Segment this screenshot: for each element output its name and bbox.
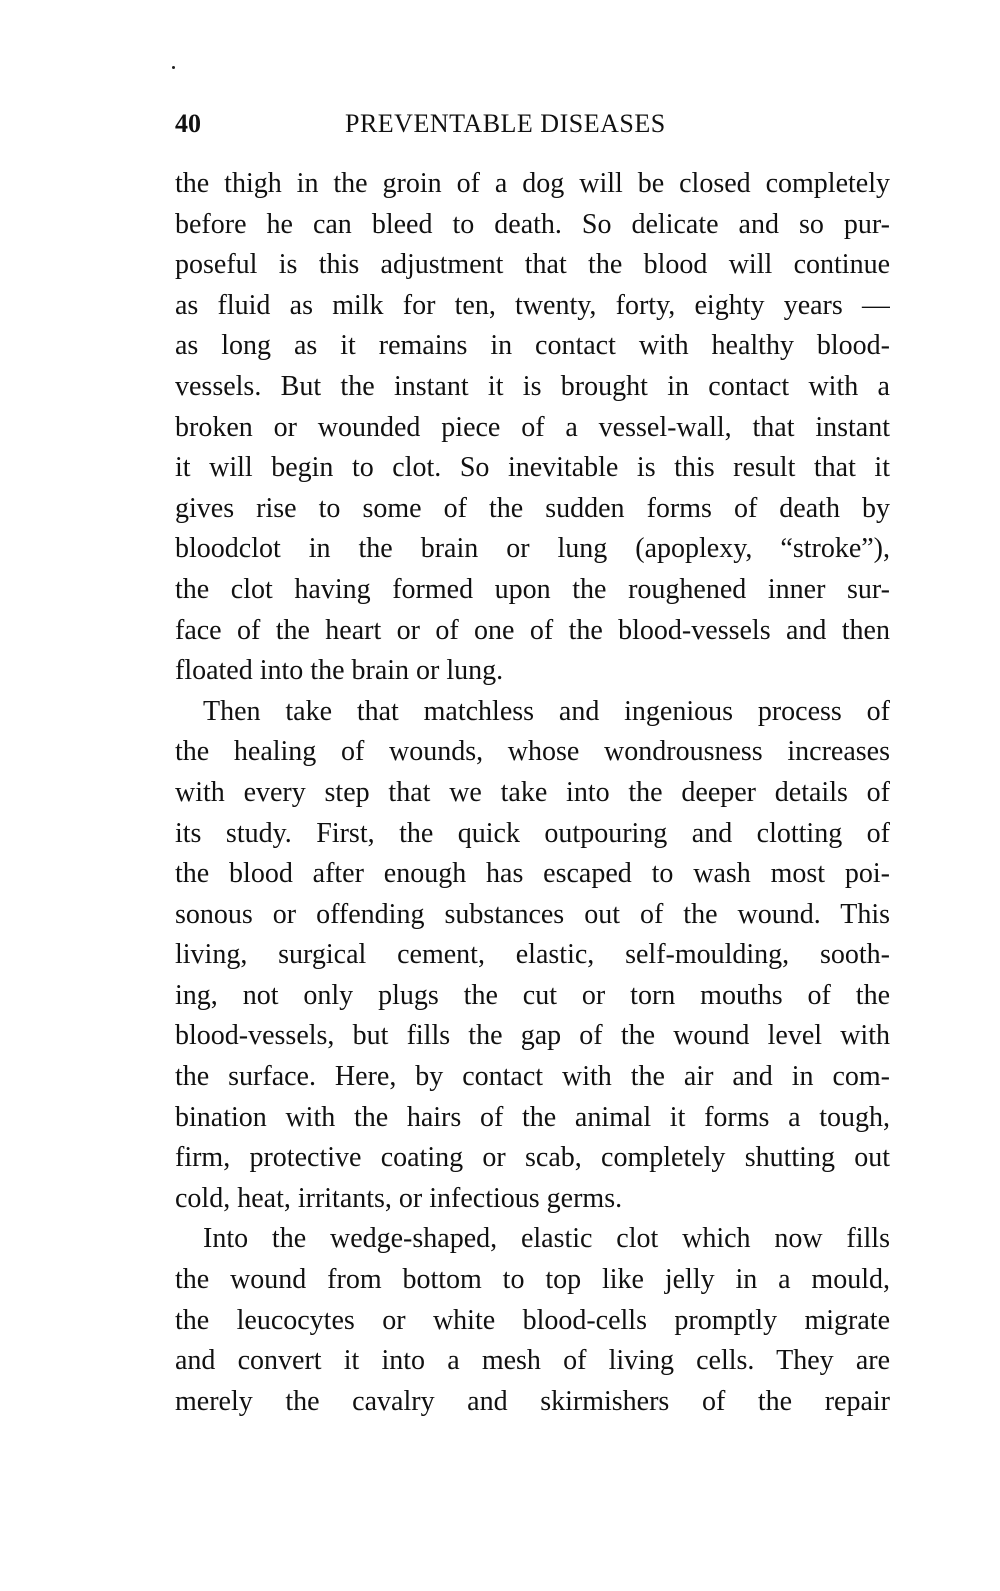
page-number: 40	[175, 109, 201, 138]
text-line: Into the wedge-shaped, elastic clot which now fills	[203, 1223, 890, 1255]
text-line: firm, protective coating or scab, completely shutting out	[175, 1142, 890, 1174]
text-line: merely the cavalry and skirmishers of the repair	[175, 1385, 890, 1417]
text-line: cold, heat, irritants, or infectious germs.	[175, 1182, 623, 1214]
paragraph	[175, 164, 890, 692]
text-line: before he can bleed to death. So delicate and so pur-	[175, 208, 890, 240]
text-line: as long as it remains in contact with healthy blood-	[175, 330, 890, 362]
paragraph	[175, 692, 890, 1220]
page-header	[175, 104, 890, 144]
text-line: Then take that matchless and ingenious process of	[203, 695, 890, 727]
text-line: blood-vessels, but fills the gap of the wound level with	[175, 1020, 890, 1052]
text-line: vessels. But the instant it is brought in contact with a	[175, 370, 890, 402]
text-line: the surface. Here, by contact with the air and in com-	[175, 1061, 890, 1093]
text-line: the thigh in the groin of a dog will be closed completely	[175, 168, 890, 199]
text-line: the blood after enough has escaped to wash most poi-	[175, 858, 890, 890]
text-line: gives rise to some of the sudden forms of death by	[175, 492, 890, 524]
text-line: bination with the hairs of the animal it forms a tough,	[175, 1101, 890, 1133]
text-line: and convert it into a mesh of living cells. They are	[175, 1345, 890, 1377]
paragraph	[175, 1219, 890, 1422]
text-line: the healing of wounds, whose wondrousness increases	[175, 736, 890, 768]
text-line: it will begin to clot. So inevitable is this result that it	[175, 452, 890, 484]
text-line: with every step that we take into the deeper details of	[175, 776, 890, 808]
text-line: the wound from bottom to top like jelly in a mould,	[175, 1264, 890, 1296]
print-speck	[172, 66, 175, 69]
text-line: sonous or offending substances out of the wound. This	[175, 898, 890, 930]
text-line: as fluid as milk for ten, twenty, forty, eighty years —	[175, 289, 890, 321]
text-line: the clot having formed upon the roughened inner sur-	[175, 573, 890, 605]
running-title: PREVENTABLE DISEASES	[345, 109, 666, 138]
text-line: poseful is this adjustment that the blood will continue	[175, 249, 890, 281]
text-line: bloodclot in the brain or lung (apoplexy, “stroke”),	[175, 533, 890, 565]
text-line: face of the heart or of one of the blood-vessels and then	[175, 614, 890, 646]
body-text	[175, 164, 890, 1422]
text-line: its study. First, the quick outpouring and clotting of	[175, 817, 890, 849]
text-line: living, surgical cement, elastic, self-moulding, sooth-	[175, 939, 890, 971]
text-line: ing, not only plugs the cut or torn mouths of the	[175, 979, 890, 1011]
text-line: the leucocytes or white blood-cells promptly migrate	[175, 1304, 890, 1336]
text-line: broken or wounded piece of a vessel-wall, that instant	[175, 411, 890, 443]
text-line: floated into the brain or lung.	[175, 655, 504, 687]
